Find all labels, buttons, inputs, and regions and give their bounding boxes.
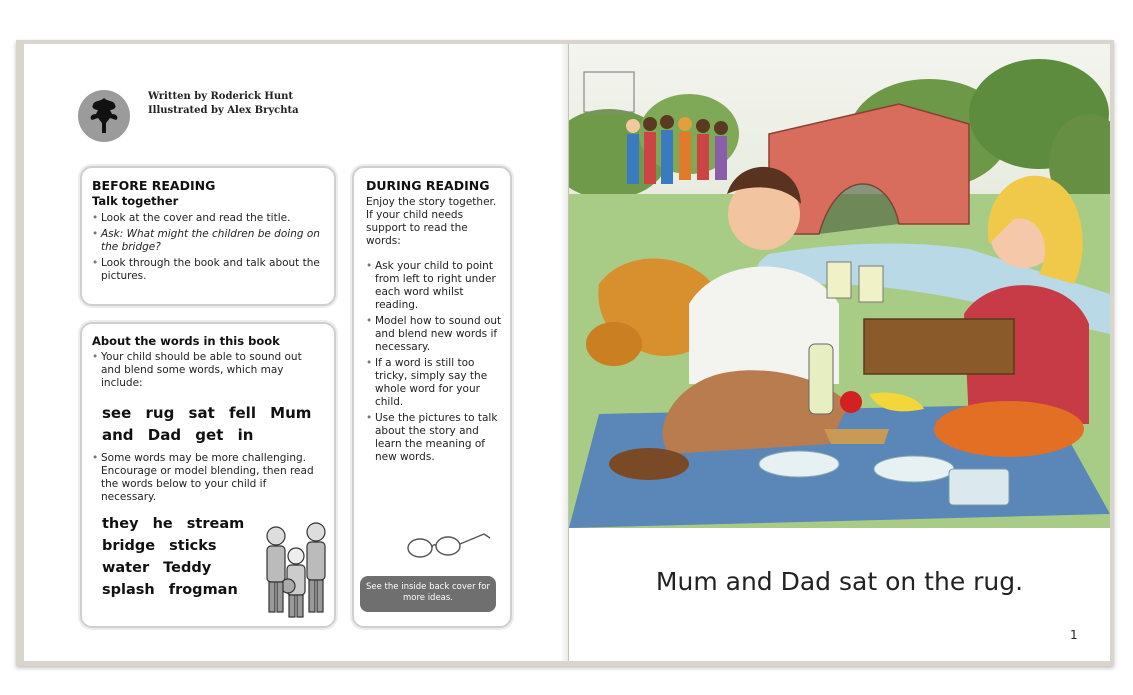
list-item: • Ask your child to point from left to right under each word whilst reading.: [366, 260, 502, 312]
list-item: • Use the pictures to talk about the story and learn the meaning of new words.: [366, 412, 502, 464]
during-reading-list: [366, 260, 502, 464]
about-words-intro: [92, 351, 317, 390]
tree-logo-icon: [78, 90, 130, 142]
list-item: • Some words may be more challenging. Encourage or model blending, then read the words below to your child if necessary.: [92, 452, 324, 504]
credits: [148, 90, 299, 118]
illustrator-credit: Illustrated by Alex Brychta: [148, 105, 299, 116]
inside-back-cover-note: See the inside back cover for more ideas.: [360, 576, 496, 612]
tricky-words-row: splash frogman: [102, 582, 238, 598]
list-item: • Look through the book and talk about the pictures.: [92, 257, 322, 283]
list-item: • Ask: What might the children be doing on the bridge?: [92, 228, 322, 254]
about-words-title: About the words in this book: [92, 334, 280, 348]
before-reading-title: BEFORE READING: [92, 178, 216, 193]
before-reading-panel: [80, 166, 336, 306]
picnic-illustration: [569, 44, 1110, 528]
list-item: • Look at the cover and read the title.: [92, 212, 322, 225]
before-reading-list: [92, 212, 322, 283]
challenging-words-note: [92, 452, 324, 504]
glasses-icon: [404, 528, 494, 564]
tricky-words-row: water Teddy: [102, 560, 212, 576]
story-caption: Mum and Dad sat on the rug.: [655, 567, 1024, 596]
children-illustration: [258, 516, 334, 622]
list-item: • If a word is still too tricky, simply say the whole word for your child.: [366, 357, 502, 409]
page-number: 1: [1070, 628, 1078, 642]
tricky-words-row: they he stream: [102, 516, 245, 532]
list-item: • Your child should be able to sound out and blend some words, which may include:: [92, 351, 317, 390]
decodable-words-row: see rug sat fell Mum: [102, 404, 312, 422]
author-credit: Written by Roderick Hunt: [148, 91, 293, 102]
about-words-panel: [80, 322, 336, 628]
during-reading-intro: Enjoy the story together. If your child needs support to read the words:: [366, 196, 497, 247]
during-reading-title: DURING READING: [366, 178, 490, 193]
talk-together-subtitle: Talk together: [92, 194, 179, 208]
tricky-words-row: bridge sticks: [102, 538, 217, 554]
decodable-words-row: and Dad get in: [102, 426, 254, 444]
list-item: • Model how to sound out and blend new words if necessary.: [366, 315, 502, 354]
during-reading-panel: [352, 166, 512, 628]
